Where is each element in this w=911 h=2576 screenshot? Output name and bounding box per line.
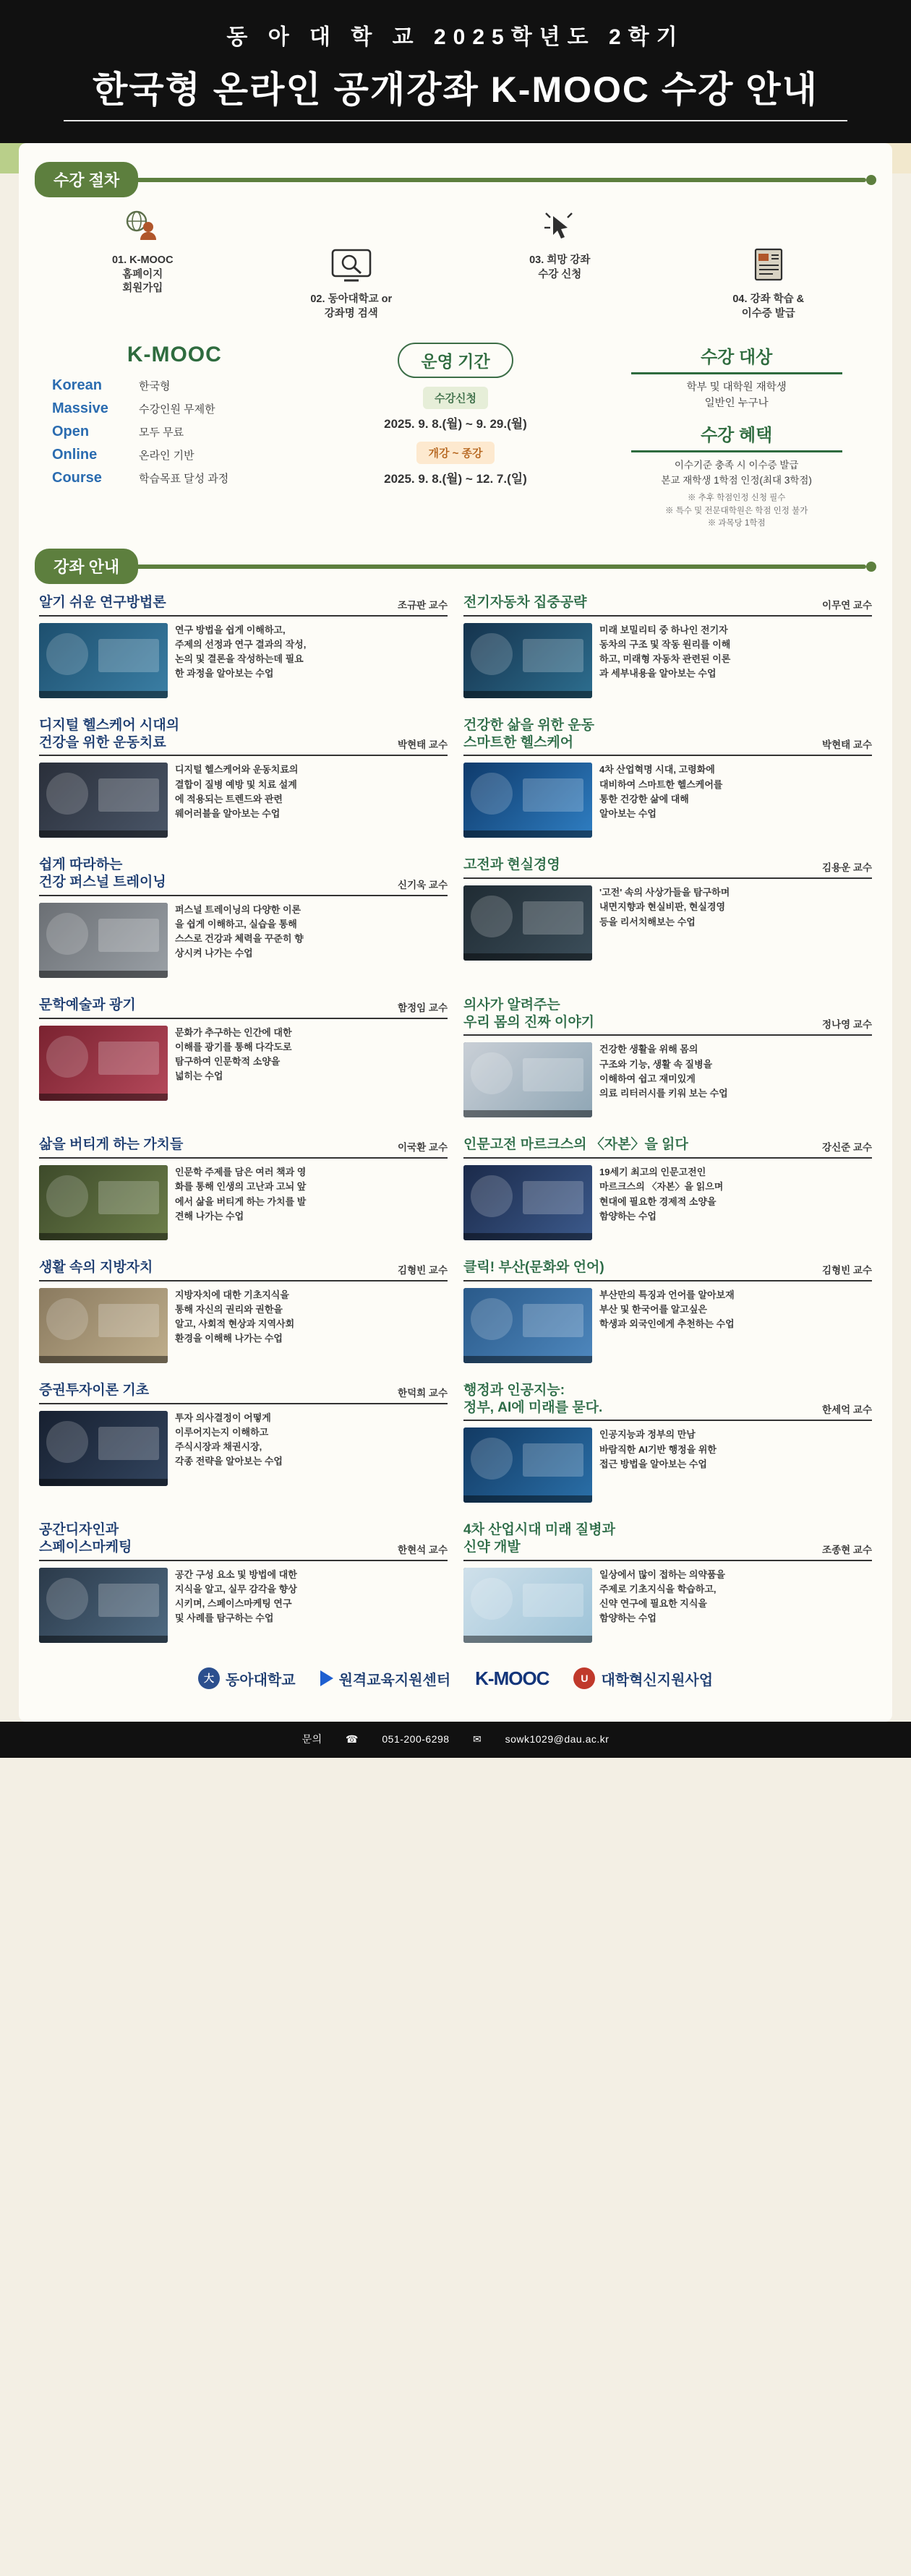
course-card [463, 1521, 872, 1643]
course-description: 건강한 생활을 위해 몸의 구조와 기능, 생활 속 질병을 이해하여 쉽고 재미있게 의료 리터러시를 키워 보는 수업 [599, 1044, 728, 1099]
course-header [463, 997, 872, 1036]
course-body [463, 1042, 872, 1117]
footer-logos [35, 1667, 876, 1690]
course-professor: 강신준 교수 [822, 1142, 872, 1154]
target-block [601, 343, 872, 530]
kmooc-row-massive [52, 400, 310, 417]
search-monitor-icon [251, 244, 453, 288]
course-professor: 조규판 교수 [398, 599, 448, 611]
course-body [463, 1427, 872, 1503]
course-title: 전기자동차 집중공략 [463, 595, 587, 611]
course-body [463, 1165, 872, 1240]
course-professor: 박현태 교수 [822, 739, 872, 751]
benefit-title: 수강 혜택 [631, 421, 842, 452]
kmooc-row-course [52, 470, 310, 486]
target-line-1: 일반인 누구나 [704, 397, 769, 409]
course-title: 행정과 인공지능: 정부, AI에 미래를 묻다. [463, 1382, 603, 1415]
course-description: 퍼스널 트레이닝의 다양한 이론 을 쉽게 이해하고, 실습을 통해 스스로 건강과 체력을 꾸준히 향 상시켜 나가는 수업 [175, 903, 304, 959]
course-professor: 김용운 교수 [822, 862, 872, 874]
course-body [39, 903, 448, 978]
course-thumbnail[interactable] [463, 623, 592, 698]
course-grid [35, 594, 876, 1643]
course-thumbnail[interactable] [463, 763, 592, 838]
step-2-num-line: 02. 동아대학교 or [310, 293, 393, 305]
univ-innovation-logo-text: 대학혁신지원사업 [601, 1672, 714, 1688]
course-header [39, 1382, 448, 1404]
steps-tab-line [134, 178, 866, 182]
course-card [463, 594, 872, 698]
course-description: 투자 의사결정이 어떻게 이루어지는지 이해하고 주식시장과 채권시장, 각종 전략을 알아보는 수업 [175, 1412, 283, 1467]
courses-section-tab: 강좌 안내 [35, 549, 138, 584]
course-header [463, 856, 872, 879]
period-title: 운영 기간 [398, 343, 513, 378]
kmooc-en-1: Massive [52, 400, 108, 417]
steps-tab-dot [866, 175, 876, 185]
course-header [463, 1521, 872, 1561]
course-professor: 김형빈 교수 [822, 1264, 872, 1276]
course-body [463, 1288, 872, 1363]
remote-edu-logo [320, 1668, 451, 1689]
contact-email: sowk1029@dau.ac.kr [505, 1733, 610, 1745]
courses-tab-line [134, 564, 866, 569]
step-1-line3: 회원가입 [122, 283, 163, 295]
course-thumbnail[interactable] [39, 763, 168, 838]
course-description: 일상에서 많이 접하는 의약품을 주제로 기초지식을 학습하고, 신약 연구에 필요한 지식을 함양하는 수업 [599, 1568, 726, 1624]
course-header [39, 717, 448, 757]
target-title: 수강 대상 [631, 343, 842, 374]
header-line-1: 동 아 대 학 교 2025학년도 2학기 [226, 25, 685, 49]
course-title: 쉽게 따라하는 건강 퍼스널 트레이닝 [39, 857, 166, 890]
course-title: 공간디자인과 스페이스마케팅 [39, 1522, 132, 1555]
course-thumbnail[interactable] [463, 885, 592, 961]
target-note-0: ※ 추후 학점인정 신청 필수 [687, 494, 786, 503]
course-title: 의사가 알려주는 우리 몸의 진짜 이야기 [463, 997, 595, 1030]
course-header [39, 1136, 448, 1159]
course-description: 문화가 추구하는 인간에 대한 이해를 광기를 통해 다각도로 탐구하여 인문학적 소양을 넓히는 수업 [175, 1026, 292, 1082]
course-description: 인공지능과 정부의 만남 바람직한 AI기반 행정을 위한 접근 방법을 알아보는 수업 [599, 1429, 717, 1469]
course-description: 디지털 헬스케어와 운동치료의 결합이 질병 예방 및 치료 설계 에 적용되는 트렌드와 관련 웨어러블을 알아보는 수업 [175, 764, 299, 819]
steps-tab-row [35, 162, 876, 197]
step-3-line2: 수강 신청 [538, 268, 582, 280]
kmooc-ko-4: 학습목표 달성 과정 [139, 473, 229, 486]
course-description: 4차 산업혁명 시대, 고령화에 대비하여 스마트한 헬스케어를 통한 건강한 삶에 대해 알아보는 수업 [599, 764, 723, 819]
course-card [39, 717, 448, 838]
course-title: 생활 속의 지방자치 [39, 1260, 153, 1276]
course-professor: 한현석 교수 [398, 1544, 448, 1555]
contact-phone: 051-200-6298 [382, 1733, 450, 1745]
phone-icon: ☎ [346, 1733, 359, 1745]
step-1-num-line: 01. K-MOOC [111, 254, 174, 266]
poster-card [19, 143, 892, 1722]
kmooc-logo [475, 1667, 549, 1690]
course-description: 공간 구성 요소 및 방법에 대한 지식을 알고, 실무 감각을 향상 시키며, 스페이스마케팅 연구 및 사례를 탐구하는 수업 [175, 1568, 297, 1624]
class-period-label: 개강 ~ 종강 [416, 442, 494, 464]
step-4-num-line: 04. 강좌 학습 & [732, 293, 805, 305]
course-card [39, 1521, 448, 1643]
course-title: 문학예술과 광기 [39, 997, 136, 1013]
kmooc-row-open [52, 424, 310, 440]
course-description: 미래 보밀리티 중 하나인 전기자 동차의 구조 및 작동 원리를 이해 하고, 미래형 자동차 관련된 이론 과 세부내용을 알아보는 수업 [599, 624, 731, 679]
step-2-line2: 강좌명 검색 [324, 307, 378, 319]
kmooc-ko-3: 온라인 기반 [139, 450, 194, 463]
course-thumbnail[interactable] [39, 1165, 168, 1240]
kmooc-row-korean [52, 377, 310, 394]
steps-section-tab: 수강 절차 [35, 162, 138, 197]
courses-tab-dot [866, 562, 876, 572]
dau-logo-text: 동아대학교 [225, 1672, 296, 1688]
course-title: 인문고전 마르크스의 〈자본〉을 읽다 [463, 1137, 688, 1153]
course-thumbnail[interactable] [463, 1042, 592, 1117]
course-professor: 이국환 교수 [398, 1142, 448, 1154]
play-triangle-icon [320, 1670, 333, 1686]
course-body [39, 1568, 448, 1643]
course-title: 증권투자이론 기초 [39, 1382, 150, 1398]
course-header [39, 1521, 448, 1561]
target-note-1: ※ 특수 및 전문대학원은 학점 인정 불가 [665, 506, 808, 515]
course-title: 디지털 헬스케어 시대의 건강을 위한 운동치료 [39, 717, 180, 750]
course-header [463, 594, 872, 617]
apply-period-date: 2025. 9. 8.(월) ~ 9. 29.(월) [384, 417, 527, 432]
course-card [463, 1382, 872, 1503]
kmooc-ko-2: 모두 무료 [139, 426, 184, 439]
course-body [39, 1288, 448, 1363]
course-card [463, 997, 872, 1118]
course-description: 지방자치에 대한 기초지식을 통해 자신의 권리와 권한을 알고, 사회적 현상과 지역사회 환경을 이해해 나가는 수업 [175, 1289, 295, 1344]
course-body [463, 1568, 872, 1643]
course-thumbnail[interactable] [463, 1568, 592, 1643]
course-body [39, 623, 448, 698]
apply-period-label: 수강신청 [423, 387, 488, 409]
course-professor: 한덕희 교수 [398, 1387, 448, 1399]
poster-body [0, 143, 911, 1722]
course-thumbnail[interactable] [463, 1165, 592, 1240]
step-3-num-line: 03. 희망 강좌 [529, 254, 591, 266]
course-body [463, 885, 872, 961]
kmooc-en-0: Korean [52, 377, 102, 394]
header-divider [64, 120, 847, 121]
course-card [463, 1136, 872, 1240]
info-section [35, 340, 876, 536]
class-period-date: 2025. 9. 8.(월) ~ 12. 7.(일) [384, 472, 527, 486]
course-thumbnail[interactable] [39, 1568, 168, 1643]
course-thumbnail[interactable] [39, 1026, 168, 1101]
course-body [463, 623, 872, 698]
course-thumbnail[interactable] [39, 623, 168, 698]
kmooc-title: K-MOOC [127, 343, 222, 367]
step-1-line2: 홈페이지 [122, 268, 163, 280]
kmooc-logo-text: K-MOOC [475, 1667, 549, 1689]
period-block [320, 343, 591, 530]
course-title: 4차 산업시대 미래 질병과 신약 개발 [463, 1522, 615, 1555]
header-line-2: 한국형 온라인 공개강좌 K-MOOC 수강 안내 [93, 69, 818, 110]
footer-contact-bar [0, 1722, 911, 1758]
target-line-0: 학부 및 대학원 재학생 [686, 382, 787, 394]
course-header [463, 717, 872, 757]
course-professor: 신기욱 교수 [398, 879, 448, 890]
kmooc-meaning-block [39, 343, 310, 530]
course-thumbnail[interactable] [39, 903, 168, 978]
course-professor: 이무연 교수 [822, 599, 872, 611]
course-professor: 함정임 교수 [398, 1002, 448, 1013]
course-header [39, 997, 448, 1019]
univ-innovation-logo [573, 1667, 713, 1689]
course-card [39, 1382, 448, 1503]
course-body [39, 1026, 448, 1101]
course-body [463, 763, 872, 838]
course-card [39, 856, 448, 978]
course-header [463, 1136, 872, 1159]
course-thumbnail[interactable] [463, 1427, 592, 1503]
course-header [39, 1259, 448, 1281]
benefit-line-1: 본교 재학생 1학점 인정(최대 3학점) [661, 474, 812, 486]
course-title: 고전과 현실경영 [463, 857, 560, 873]
course-description: 부산만의 특징과 언어를 알아보재 부산 및 한국어를 알고싶은 학생과 외국인에게 추천하는 수업 [599, 1289, 735, 1330]
steps-grid [42, 205, 869, 321]
course-title: 건강한 삶을 위한 운동 스마트한 헬스케어 [463, 717, 595, 750]
course-card [39, 1136, 448, 1240]
course-description: 인문학 주제를 담은 여러 책과 영 화를 통해 인생의 고난과 고뇌 앞 에서 삶을 버티게 하는 가치를 발 견해 나가는 수업 [175, 1167, 307, 1222]
course-description: 19세기 최고의 인문고전인 마르크스의 〈자본〉을 읽으며 현대에 필요한 경제적 소양을 함양하는 수업 [599, 1167, 724, 1222]
course-header [463, 1382, 872, 1422]
u-emblem-icon: U [573, 1667, 595, 1689]
globe-person-icon [42, 205, 244, 249]
course-card [463, 1259, 872, 1363]
course-title: 삶을 버티게 하는 가치들 [39, 1137, 184, 1153]
course-title: 클릭! 부산(문화와 언어) [463, 1260, 604, 1276]
poster-header [0, 0, 911, 143]
course-thumbnail[interactable] [39, 1288, 168, 1363]
kmooc-en-3: Online [52, 447, 98, 463]
dau-emblem-icon: 大 [198, 1667, 220, 1689]
kmooc-ko-0: 한국형 [139, 380, 171, 393]
steps-section [35, 202, 876, 332]
course-professor: 김형빈 교수 [398, 1264, 448, 1276]
target-note-2: ※ 과목당 1학점 [707, 518, 766, 528]
course-thumbnail[interactable] [39, 1411, 168, 1486]
contact-label: 문의 [301, 1733, 322, 1745]
step-4 [668, 205, 870, 321]
step-3 [459, 205, 661, 321]
kmooc-en-2: Open [52, 424, 90, 440]
course-body [39, 763, 448, 838]
course-professor: 정나영 교수 [822, 1019, 872, 1031]
course-description: 연구 방법을 쉽게 이해하고, 주제의 선정과 연구 결과의 작성, 논의 및 결론을 작성하는데 필요 한 과정을 알아보는 수업 [175, 624, 307, 679]
course-card [39, 997, 448, 1118]
course-body [39, 1411, 448, 1486]
course-card [39, 1259, 448, 1363]
step-2 [251, 205, 453, 321]
remote-edu-logo-text: 원격교육지원센터 [338, 1672, 451, 1688]
course-professor: 조종현 교수 [822, 1544, 872, 1555]
mail-icon: ✉ [472, 1733, 482, 1745]
course-professor: 박현태 교수 [398, 739, 448, 751]
kmooc-ko-1: 수강인원 무제한 [139, 403, 215, 416]
course-card [463, 717, 872, 838]
course-professor: 한세억 교수 [822, 1404, 872, 1416]
course-title: 알기 쉬운 연구방법론 [39, 595, 166, 611]
step-4-line2: 이수증 발급 [741, 307, 795, 319]
benefit-line-0: 이수기준 충족 시 이수증 발급 [674, 459, 799, 471]
kmooc-en-4: Course [52, 470, 102, 486]
cursor-click-icon [459, 205, 661, 249]
course-header [463, 1259, 872, 1281]
course-header [39, 856, 448, 896]
course-body [39, 1165, 448, 1240]
course-card [39, 594, 448, 698]
dau-logo [198, 1667, 296, 1689]
course-card [463, 856, 872, 978]
step-1 [42, 205, 244, 321]
course-thumbnail[interactable] [463, 1288, 592, 1363]
course-header [39, 594, 448, 617]
certificate-icon [668, 244, 870, 288]
kmooc-row-online [52, 447, 310, 463]
courses-tab-row [35, 549, 876, 584]
course-description: '고전' 속의 사상가들을 탐구하며 내면지향과 현실비판, 현실경영 등을 리서치해보는 수업 [599, 887, 730, 927]
